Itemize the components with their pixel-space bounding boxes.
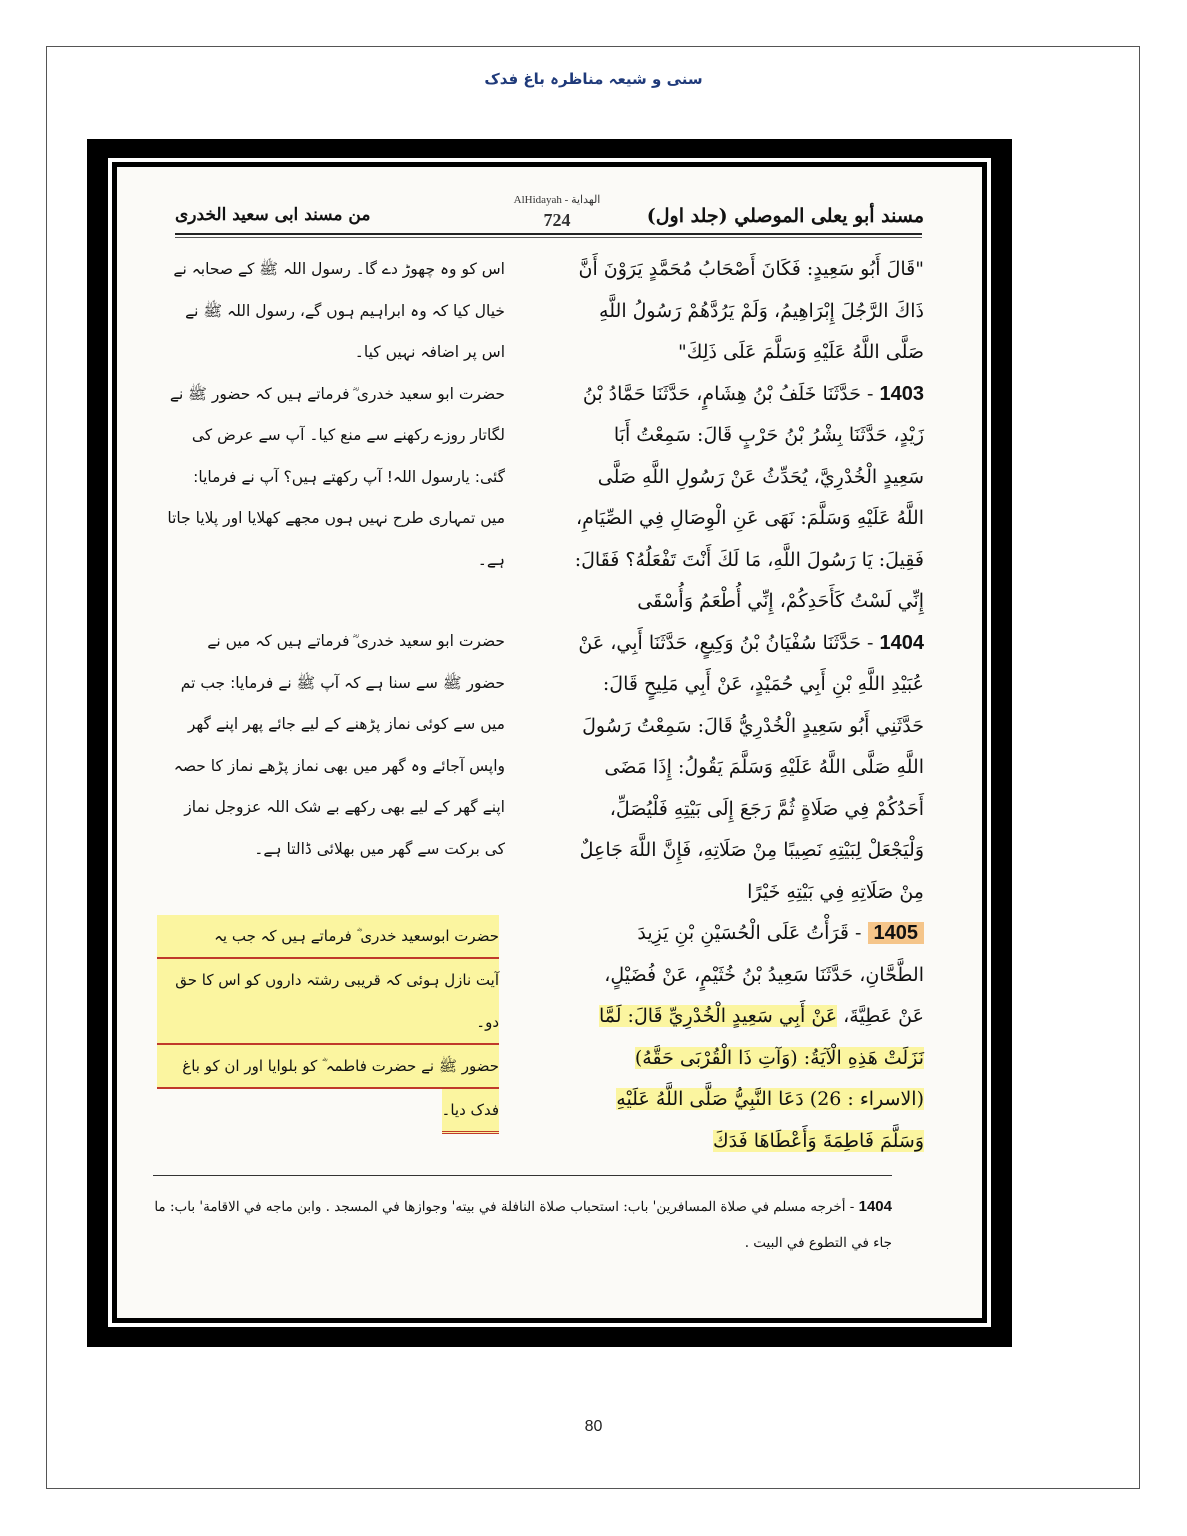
section-title: من مسند ابی سعید الخدری bbox=[175, 205, 371, 225]
site-label: AlHidayah - الهداية bbox=[513, 194, 601, 206]
page-number: 80 bbox=[584, 1418, 603, 1435]
urdu-translation-1403: حضرت ابو سعید خدری ؓ فرماتے ہیں کہ حضور ﷺ نے لگاتار روزے رکھنے سے منع کیا۔ آپ سے عرض کی گئی: یارسول اللہ! آپ رکھتے ہیں؟ آپ نے فرمایا: میں تمہاری طرح نہیں ہوں مجھے کھلایا اور پلایا جاتا ہے۔ bbox=[167, 384, 505, 569]
footnote-rule bbox=[153, 1175, 892, 1176]
footnote: 1404 - أخرجه مسلم في صلاة المسافرين' باب: استحباب صلاة النافلة في بيته' وجوازها في المسجد . وابن ماجه في الاقامة' باب: ما جاء في التطوع في البيت . bbox=[154, 1198, 892, 1251]
book-page-header-center bbox=[487, 193, 627, 231]
hadith-number-1405: 1405 bbox=[868, 922, 925, 944]
urdu-translation-1405-highlighted bbox=[157, 915, 499, 1134]
hadith-1403: 1403 - حَدَّثَنَا خَلَفُ بْنُ هِشَامٍ، حَدَّثَنَا حَمَّادُ بْنُ زَيْدٍ، حَدَّثَنَا بِشْرُ بْنُ حَرْبٍ قَالَ: سَمِعْتُ أَبَا سَعِيدٍ الْخُدْرِيَّ، يُحَدِّثُ عَنْ رَسُولِ اللَّهِ صَلَّى اللَّهُ عَلَيْهِ وَسَلَّمَ: نَهَى عَنِ الْوِصَالِ فِي الصِّيَامِ، فَقِيلَ: يَا رَسُولَ اللَّهِ، مَا لَكَ أَنْتَ تَفْعَلُهُ؟ فَقَالَ: إِنِّي لَسْتُ كَأَحَدِكُمْ، إِنِّي أُطْعَمُ وَأُسْقَى bbox=[574, 382, 924, 612]
hadith-number-1404: 1404 bbox=[879, 631, 924, 654]
header-rule bbox=[175, 233, 922, 235]
highlighted-line: حضرت ابوسعید خدری ؓ فرماتے ہیں کہ جب یہ bbox=[157, 915, 499, 959]
highlighted-line: حضور ﷺ نے حضرت فاطمہ ؓ کو بلوایا اور ان کو باغ bbox=[157, 1045, 499, 1089]
book-page-paper bbox=[117, 167, 982, 1318]
header-rule-thin bbox=[175, 237, 922, 238]
hadith-1404-text: حَدَّثَنَا سُفْيَانُ بْنُ وَكِيعٍ، حَدَّثَنَا أَبِي، عَنْ عُبَيْدِ اللَّهِ بْنِ أَبِي حُمَيْدٍ، عَنْ أَبِي مَلِيحٍ قَالَ: حَدَّثَنِي أَبُو سَعِيدٍ الْخُدْرِيُّ قَالَ: سَمِعْتُ رَسُولَ اللَّهِ صَلَّى اللَّهُ عَلَيْهِ وَسَلَّمَ يَقُولُ: إِذَا مَضَى أَحَدُكُمْ فِي صَلَاةٍ ثُمَّ رَجَعَ إِلَى بَيْتِهِ فَلْيُصَلِّ، وَلْيَجْعَلْ لِبَيْتِهِ نَصِيبًا مِنْ صَلَاتِهِ، فَإِنَّ اللَّهَ جَاعِلٌ مِنْ صَلَاتِهِ فِي بَيْتِهِ خَيْرًا bbox=[578, 631, 924, 903]
frame-inner-white bbox=[108, 158, 991, 1327]
frame-inner-black bbox=[112, 162, 987, 1323]
urdu-translation-1404: حضرت ابو سعید خدری ؓ فرماتے ہیں کہ میں نے حضور ﷺ سے سنا ہے کہ آپ ﷺ نے فرمایا: جب تم میں سے کوئی نماز پڑھنے کے لیے جائے پھر اپنے گھر واپس آجائے وہ گھر میں بھی نماز پڑھے نماز کا حصہ اپنے گھر کے لیے بھی رکھے بے شک اللہ عزوجل نماز کی برکت سے گھر میں بھلائی ڈالتا ہے۔ bbox=[173, 632, 505, 858]
arabic-column bbox=[574, 249, 924, 1162]
hadith-1404: 1404 - حَدَّثَنَا سُفْيَانُ بْنُ وَكِيعٍ، حَدَّثَنَا أَبِي، عَنْ عُبَيْدِ اللَّهِ بْنِ أَبِي حُمَيْدٍ، عَنْ أَبِي مَلِيحٍ قَالَ: حَدَّثَنِي أَبُو سَعِيدٍ الْخُدْرِيُّ قَالَ: سَمِعْتُ رَسُولَ اللَّهِ صَلَّى اللَّهُ عَلَيْهِ وَسَلَّمَ يَقُولُ: إِذَا مَضَى أَحَدُكُمْ فِي صَلَاةٍ ثُمَّ رَجَعَ إِلَى بَيْتِهِ فَلْيُصَلِّ، وَلْيَجْعَلْ لِبَيْتِهِ نَصِيبًا مِنْ صَلَاتِهِ، فَإِنَّ اللَّهَ جَاعِلٌ مِنْ صَلَاتِهِ فِي بَيْتِهِ خَيْرًا bbox=[578, 631, 924, 903]
footnote-text: أخرجه مسلم في صلاة المسافرين' باب: استحباب صلاة النافلة في بيته' وجوازها في المسجد . وابن ماجه في الاقامة' باب: ما جاء في التطوع في البيت . bbox=[154, 1199, 892, 1251]
arabic-paragraph-continued: "قَالَ أَبُو سَعِيدٍ: فَكَانَ أَصْحَابُ مُحَمَّدٍ يَرَوْنَ أَنَّ ذَاكَ الرَّجُلَ إِبْرَاهِيمُ، وَلَمْ يَرُدَّهُمْ رَسُولُ اللَّهِ صَلَّى اللَّهُ عَلَيْهِ وَسَلَّمَ عَلَى ذَلِكَ" bbox=[578, 258, 924, 363]
urdu-paragraph-continued: اس کو وہ چھوڑ دے گا۔ رسول اللہ ﷺ کے صحابہ نے خیال کیا کہ وہ ابراہیم ہوں گے، رسول اللہ ﷺ نے اس پر اضافہ نہیں کیا۔ bbox=[173, 260, 505, 361]
footnote-number: 1404 bbox=[858, 1198, 892, 1215]
scanned-book-page bbox=[87, 139, 1012, 1347]
hadith-number-1403: 1403 bbox=[879, 382, 924, 405]
spacer bbox=[165, 581, 505, 621]
hadith-1405: 1405 - قَرَأْتُ عَلَى الْحُسَيْنِ بْنِ يَزِيدَ الطَّحَّانِ، حَدَّثَنَا سَعِيدُ بْنُ خُثَيْمٍ، عَنْ فُضَيْلٍ، عَنْ عَطِيَّةَ، عَنْ أَبِي سَعِيدٍ الْخُدْرِيِّ قَالَ: لَمَّا نَزَلَتْ هَذِهِ الْآيَةُ: (وَآتِ ذَا الْقُرْبَى حَقَّهُ) (الاسراء : 26) دَعَا النَّبِيُّ صَلَّى اللَّهُ عَلَيْهِ وَسَلَّمَ فَاطِمَةَ وَأَعْطَاهَا فَدَكَ bbox=[598, 922, 924, 1152]
document-header-title: سنی و شیعہ مناظرہ باغ فدک bbox=[484, 70, 703, 88]
highlighted-line: آیت نازل ہوئی کہ قریبی رشتہ داروں کو اس کا حق دو۔ bbox=[157, 959, 499, 1045]
hadith-1403-text: حَدَّثَنَا خَلَفُ بْنُ هِشَامٍ، حَدَّثَنَا حَمَّادُ بْنُ زَيْدٍ، حَدَّثَنَا بِشْرُ بْنُ حَرْبٍ قَالَ: سَمِعْتُ أَبَا سَعِيدٍ الْخُدْرِيَّ، يُحَدِّثُ عَنْ رَسُولِ اللَّهِ صَلَّى اللَّهُ عَلَيْهِ وَسَلَّمَ: نَهَى عَنِ الْوِصَالِ فِي الصِّيَامِ، فَقِيلَ: يَا رَسُولَ اللَّهِ، مَا لَكَ أَنْتَ تَفْعَلُهُ؟ فَقَالَ: إِنِّي لَسْتُ كَأَحَدِكُمْ، إِنِّي أُطْعَمُ وَأُسْقَى bbox=[574, 382, 924, 612]
highlighted-line-last: فدک دیا۔ bbox=[442, 1089, 499, 1134]
hadith-1405-text: قَرَأْتُ عَلَى الْحُسَيْنِ بْنِ يَزِيدَ الطَّحَّانِ، حَدَّثَنَا سَعِيدُ بْنُ خُثَيْمٍ، عَنْ فُضَيْلٍ، عَنْ عَطِيَّةَ، bbox=[604, 922, 924, 1027]
urdu-column bbox=[165, 249, 505, 870]
book-page-number: 724 bbox=[543, 210, 571, 230]
book-title: مسند أبو يعلى الموصلي (جلد اول) bbox=[646, 205, 924, 227]
hadith-1405-highlighted-text: عَنْ أَبِي سَعِيدٍ الْخُدْرِيِّ قَالَ: لَمَّا نَزَلَتْ هَذِهِ الْآيَةُ: (وَآتِ ذَا الْقُرْبَى حَقَّهُ) (الاسراء : 26) دَعَا النَّبِيُّ صَلَّى اللَّهُ عَلَيْهِ وَسَلَّمَ فَاطِمَةَ وَأَعْطَاهَا فَدَكَ bbox=[598, 1005, 924, 1152]
